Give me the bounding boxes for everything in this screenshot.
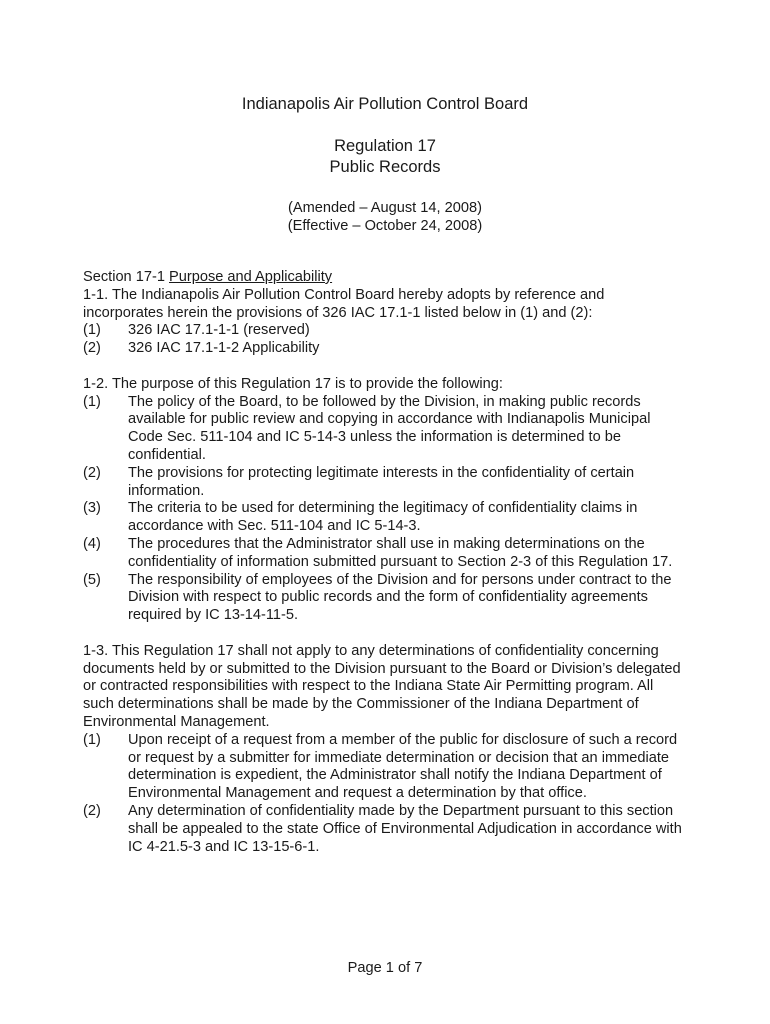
document-title: Indianapolis Air Pollution Control Board: [241, 95, 529, 113]
effective-date: (Effective – October 24, 2008): [287, 218, 483, 234]
list-text: Upon receipt of a request from a member of the public for disclosure of such a record or request by a submitter for immediate determination or decision that an immediate determination is expedient, the Administrator shall notify the Indiana Department of Environmental Management and request a determination by that office.: [128, 731, 678, 802]
list-number: (3): [83, 500, 101, 517]
list-text: The policy of the Board, to be followed by the Division, in making public records available for public review and copying in accordance with Indianapolis Municipal Code Sec. 511-104 and IC 5-14-3 unless the information is determined to be confidential.: [128, 393, 651, 463]
list-item: [83, 536, 683, 572]
list-text: The procedures that the Administrator shall use in making determinations on the confidentiality of information submitted pursuant to Section 2-3 of this Regulation 17.: [128, 535, 673, 570]
list-text: 326 IAC 17.1-1-1 (reserved): [128, 322, 310, 339]
section-heading: [83, 269, 683, 287]
page-number: Page 1 of 7: [347, 960, 423, 976]
amended-date: (Amended – August 14, 2008): [288, 200, 482, 216]
list-item: [83, 500, 683, 536]
list-number: (4): [83, 535, 101, 552]
list-item: [83, 322, 683, 340]
list-item: [83, 572, 683, 625]
list-number: (2): [83, 464, 101, 481]
regulation-subject: Public Records: [329, 158, 441, 176]
list-text: The criteria to be used for determining the legitimacy of confidentiality claims in accordance with Sec. 511-104 and IC 5-14-3.: [128, 500, 638, 535]
list-text: The provisions for protecting legitimate interests in the confidentiality of certain information.: [128, 464, 635, 499]
list-item: [83, 340, 683, 358]
paragraph-1-2: 1-2. The purpose of this Regulation 17 is to provide the following:: [83, 375, 503, 392]
section-title: Purpose and Applicability: [169, 269, 333, 285]
list-item: [83, 803, 683, 856]
list-number: (2): [83, 802, 101, 819]
list-text: 326 IAC 17.1-1-2 Applicability: [128, 340, 320, 357]
list-number: (5): [83, 571, 101, 588]
document-body: [83, 269, 683, 856]
list-item: [83, 394, 683, 465]
list-number: (1): [83, 731, 101, 748]
list-number: (1): [83, 322, 101, 339]
list-text: Any determination of confidentiality made by the Department pursuant to this section shall be appealed to the state Office of Environmental Adjudication in accordance with IC 4-21.5-3 and IC 13-15-6-1.: [128, 802, 682, 855]
paragraph-1-1: 1-1. The Indianapolis Air Pollution Control Board hereby adopts by reference and incorporates herein the provisions of 326 IAC 17.1-1 listed below in (1) and (2):: [83, 286, 605, 321]
paragraph-1-3: 1-3. This Regulation 17 shall not apply to any determinations of confidentiality concerning documents held by or submitted to the Division pursuant to the Board or Division’s delegated or contracted responsibilities with respect to the Indiana State Air Permitting program. All such determinations shall be made by the Commissioner of the Indiana Department of Environmental Management.: [83, 642, 681, 730]
list-number: (1): [83, 393, 101, 410]
regulation-number: Regulation 17: [334, 137, 436, 155]
list-number: (2): [83, 340, 101, 357]
list-text: The responsibility of employees of the Division and for persons under contract to the Division with respect to public records and the form of confidentiality agreements required by IC 13-14-11-5.: [128, 571, 672, 624]
section-prefix: Section 17-1: [83, 269, 169, 285]
list-item: [83, 732, 683, 803]
list-item: [83, 465, 683, 501]
